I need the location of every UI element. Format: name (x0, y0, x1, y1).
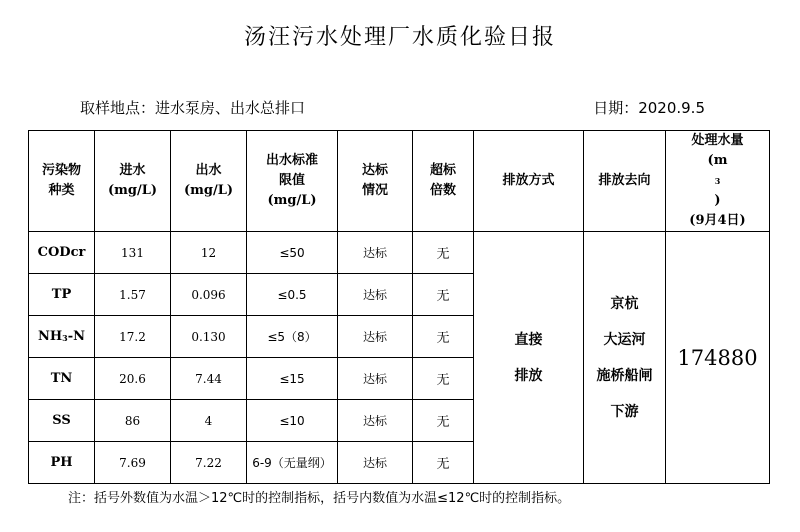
compliance-value: 达标 (338, 442, 413, 484)
limit-value: ≤10 (247, 400, 338, 442)
treated-volume: 174880 (666, 232, 770, 484)
inflow-value: 86 (95, 400, 171, 442)
compliance-value: 达标 (338, 358, 413, 400)
report-title: 汤汪污水处理厂水质化验日报 (243, 25, 556, 50)
exceed-value: 无 (413, 400, 474, 442)
outflow-value: 7.22 (171, 442, 247, 484)
table-row (29, 232, 770, 274)
header-pollutant: 污染物 种类 (29, 131, 95, 232)
discharge-destination: 京杭 大运河 施桥船闸 下游 (584, 232, 666, 484)
exceed-value: 无 (413, 274, 474, 316)
outflow-value: 4 (171, 400, 247, 442)
inflow-value: 17.2 (95, 316, 171, 358)
header-destination: 排放去向 (584, 131, 666, 232)
report-meta (80, 97, 705, 118)
header-outflow: 出水 (mg/L) (171, 131, 247, 232)
inflow-value: 131 (95, 232, 171, 274)
header-volume: 处理水量 (m 3 ) (9月4日) (666, 131, 770, 232)
pollutant-name: PH (29, 442, 95, 484)
exceed-value: 无 (413, 442, 474, 484)
compliance-value: 达标 (338, 232, 413, 274)
footnote: 注：括号外数值为水温＞12℃时的控制指标，括号内数值为水温≤12℃时的控制指标。 (68, 491, 571, 506)
discharge-method: 直接 排放 (474, 232, 584, 484)
inflow-value: 7.69 (95, 442, 171, 484)
compliance-value: 达标 (338, 316, 413, 358)
sampling-location: 取样地点：进水泵房、出水总排口 (80, 99, 306, 117)
limit-value: ≤5（8） (247, 316, 338, 358)
limit-value: ≤15 (247, 358, 338, 400)
compliance-value: 达标 (338, 400, 413, 442)
pollutant-name: TN (29, 358, 95, 400)
water-quality-table (28, 130, 770, 484)
outflow-value: 0.130 (171, 316, 247, 358)
limit-value: 6-9（无量纲） (247, 442, 338, 484)
pollutant-name: CODcr (29, 232, 95, 274)
header-limit: 出水标准 限值 (mg/L) (247, 131, 338, 232)
pollutant-name: SS (29, 400, 95, 442)
inflow-value: 1.57 (95, 274, 171, 316)
header-exceed: 超标 倍数 (413, 131, 474, 232)
header-compliance: 达标 情况 (338, 131, 413, 232)
table-header-row (29, 131, 770, 232)
compliance-value: 达标 (338, 274, 413, 316)
exceed-value: 无 (413, 316, 474, 358)
header-method: 排放方式 (474, 131, 584, 232)
header-inflow: 进水 (mg/L) (95, 131, 171, 232)
report-date: 日期：2020.9.5 (593, 99, 705, 117)
outflow-value: 0.096 (171, 274, 247, 316)
outflow-value: 7.44 (171, 358, 247, 400)
inflow-value: 20.6 (95, 358, 171, 400)
exceed-value: 无 (413, 358, 474, 400)
outflow-value: 12 (171, 232, 247, 274)
limit-value: ≤0.5 (247, 274, 338, 316)
pollutant-name: NH3-N (29, 316, 95, 358)
pollutant-name: TP (29, 274, 95, 316)
exceed-value: 无 (413, 232, 474, 274)
limit-value: ≤50 (247, 232, 338, 274)
